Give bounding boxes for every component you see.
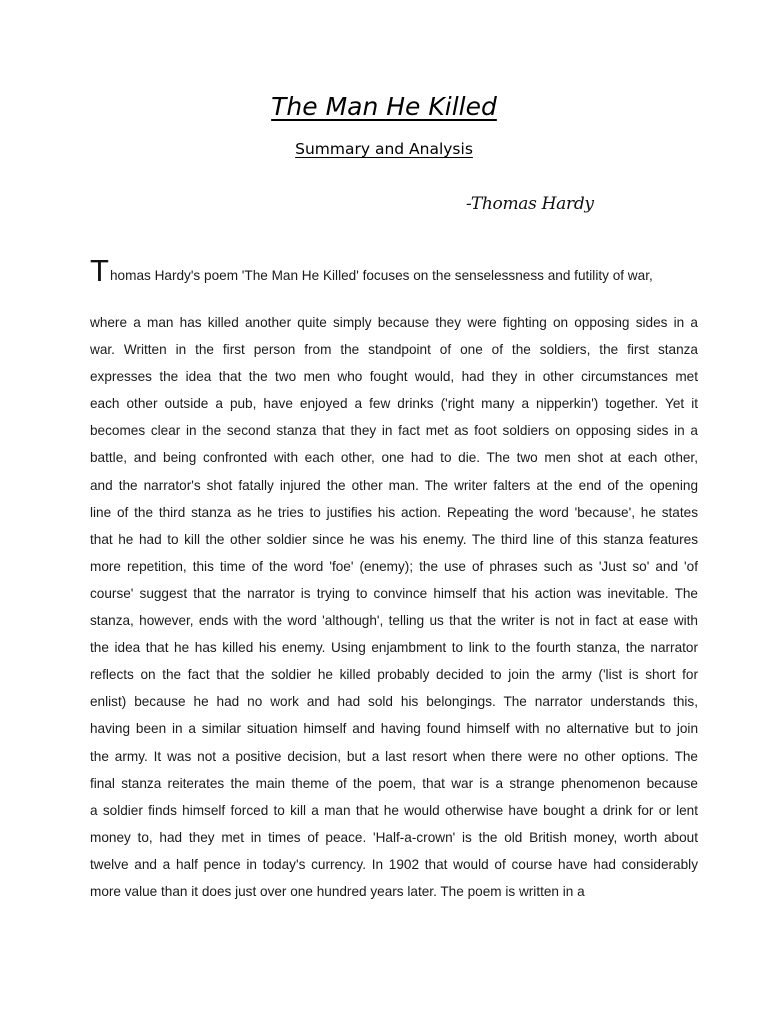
first-line [90,255,698,309]
author-signature: -Thomas Hardy [466,194,594,214]
document-title: The Man He Killed [271,92,497,121]
paragraph-line: enlist) because he had no work and had sold his belongings. The narrator understands this, [90,694,698,710]
paragraph-line: war. Written in the first person from the standpoint of one of the soldiers, the first stanza [90,342,698,358]
paragraph-line: having been in a similar situation himself and having found himself with no alternative but to join [90,721,698,737]
drop-cap: T [90,253,109,288]
paragraph-line: each other outside a pub, have enjoyed a few drinks ('right many a nipperkin') together. Yet it [90,396,698,412]
paragraph-line: course' suggest that the narrator is trying to convince himself that his action was inevitable. The [90,585,698,601]
paragraph-line: reflects on the fact that the soldier he killed probably decided to join the army ('list is short for [90,667,698,683]
paragraph-line: line of the third stanza as he tries to justifies his action. Repeating the word 'because', he states [90,504,698,520]
paragraph-line: the idea that he has killed his enemy. Using enjambment to link to the fourth stanza, the narrator [90,640,698,656]
first-line-text: homas Hardy's poem 'The Man He Killed' focuses on the senselessness and futility of war, [110,268,653,283]
paragraph-line: where a man has killed another quite simply because they were fighting on opposing sides in a [90,315,698,330]
paragraph-line: that he had to kill the other soldier since he was his enemy. The third line of this stanza features [90,531,698,547]
paragraph-line: the army. It was not a positive decision, but a last resort when there were no other options. The [90,748,698,764]
paragraph-line: expresses the idea that the two men who fought would, had they in other circumstances met [90,369,698,385]
paragraph-line: final stanza reiterates the main theme of the poem, that war is a strange phenomenon because [90,775,698,791]
paragraph-line: more repetition, this time of the word 'foe' (enemy); the use of phrases such as 'Just so' and 'of [90,558,698,574]
paragraph-lines [90,309,698,905]
paragraph-line: a soldier finds himself forced to kill a man that he would otherwise have bought a drink for or lent [90,802,698,818]
paragraph-line: twelve and a half pence in today's currency. In 1902 that would of course have had considerably [90,856,698,872]
paragraph-line: stanza, however, ends with the word 'although', telling us that the writer is not in fact at ease with [90,613,698,629]
paragraph-line: battle, and being confronted with each other, one had to die. The two men shot at each other, [90,450,698,466]
paragraph-line: money to, had they met in times of peace. 'Half-a-crown' is the old British money, worth about [90,829,698,845]
body-paragraph [90,255,698,905]
paragraph-line: more value than it does just over one hundred years later. The poem is written in a [90,883,585,899]
paragraph-line: and the narrator's shot fatally injured the other man. The writer falters at the end of the opening [90,477,698,493]
paragraph-line: becomes clear in the second stanza that they in fact met as foot soldiers on opposing sides in a [90,423,698,439]
document-subtitle: Summary and Analysis [295,140,473,158]
